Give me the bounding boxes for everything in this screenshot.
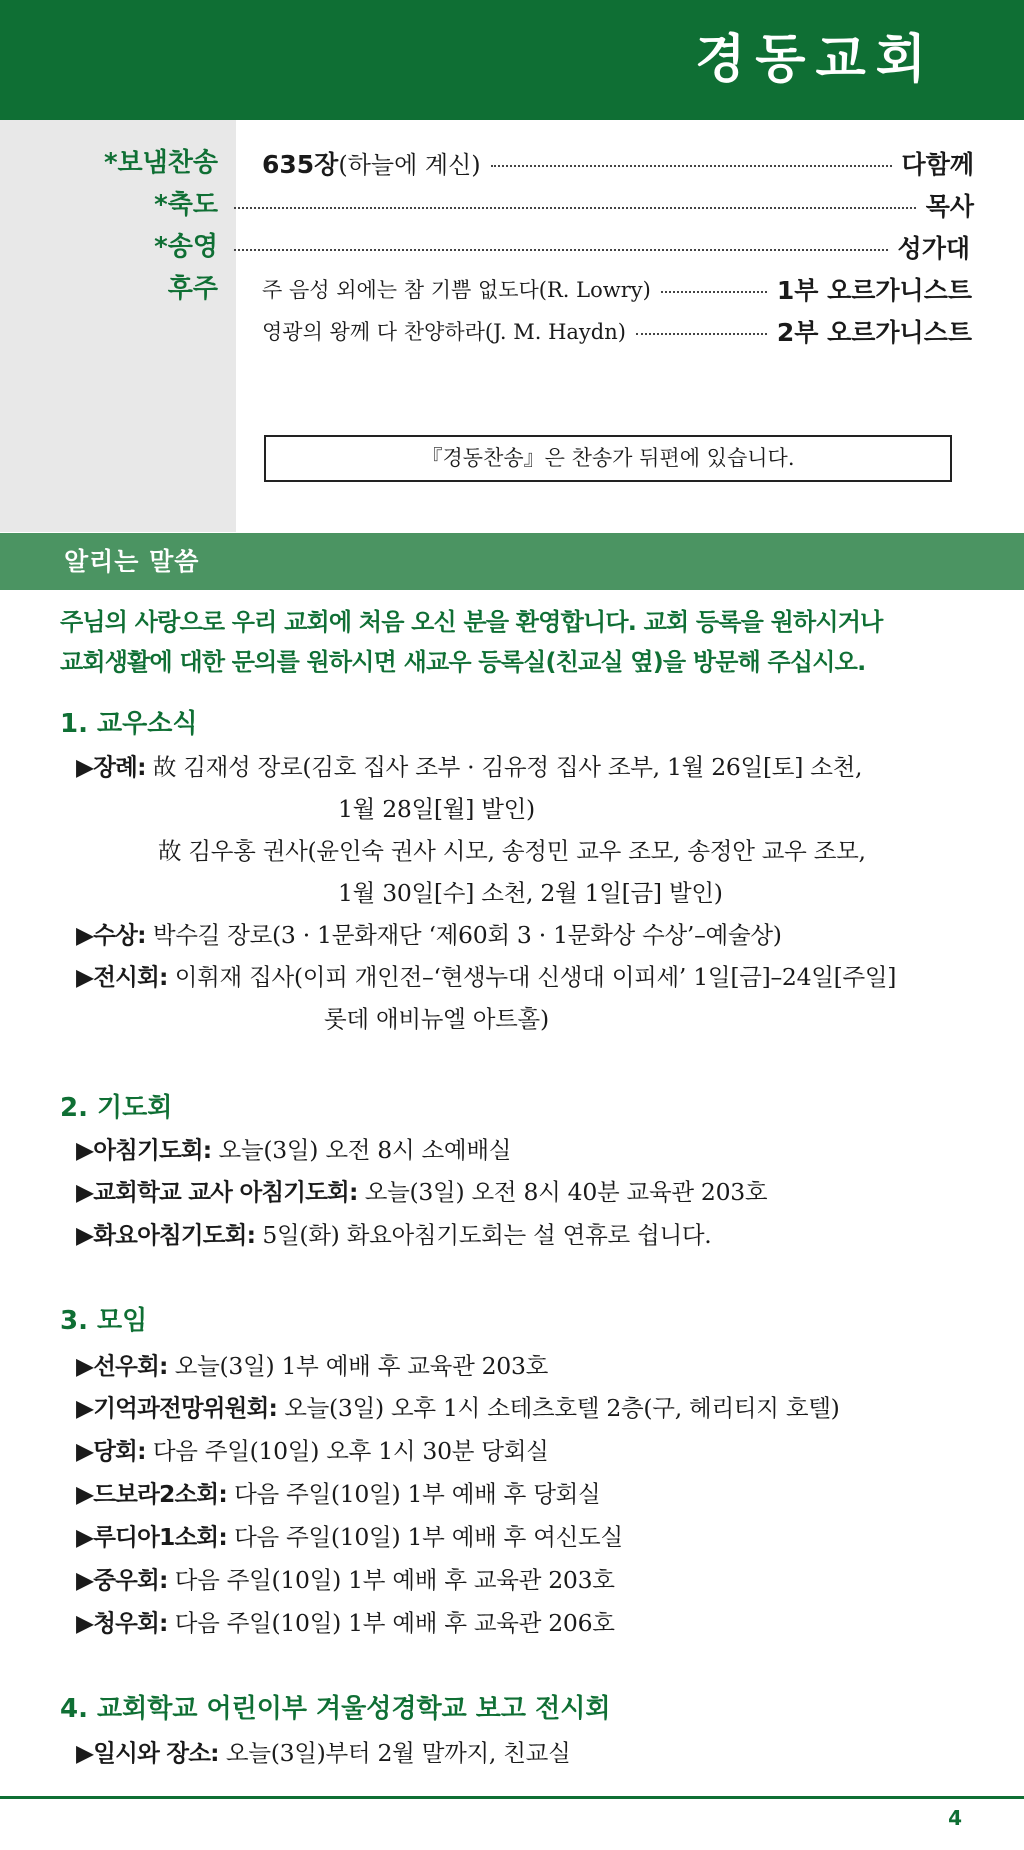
postlude-piece-1: 주 음성 외에는 참 기쁨 없도다(R. Lowry): [262, 278, 651, 302]
header-bar: [0, 0, 1024, 120]
order-role: 다함께: [901, 150, 974, 179]
item-label: ▶선우회:: [76, 1352, 168, 1380]
item-label: ▶루디아1소회:: [76, 1523, 227, 1551]
list-item: [76, 958, 896, 992]
item-text: 오늘(3일) 오전 8시 소예배실: [211, 1136, 512, 1164]
list-item: [76, 1432, 549, 1466]
item-text: 오늘(3일) 1부 예배 후 교육관 203호: [167, 1352, 549, 1380]
item-continuation: 롯데 애비뉴엘 아트홀): [324, 1005, 549, 1033]
list-item: [76, 1173, 767, 1207]
order-label: 후주: [167, 274, 218, 304]
item-text: 박수길 장로(3 · 1문화재단 ‘제60회 3 · 1문화상 수상’–예술상): [145, 921, 782, 949]
item-text: 이휘재 집사(이피 개인전–‘현생누대 신생대 이피세’ 1일[금]–24일[주일]: [167, 963, 897, 991]
order-label: *송영: [154, 232, 218, 262]
order-row-sending-hymn: [0, 143, 1024, 183]
item-text: 5일(화) 화요아침기도회는 설 연휴로 쉽니다.: [255, 1221, 712, 1249]
postlude-piece-2: 영광의 왕께 다 찬양하라(J. M. Haydn): [262, 320, 626, 344]
item-continuation: 1월 28일[월] 발인): [338, 795, 535, 823]
leader-dots: [636, 332, 767, 335]
item-label: ▶아침기도회:: [76, 1136, 212, 1164]
item-label: ▶드보라2소회:: [76, 1480, 227, 1508]
leader-dots: [661, 290, 767, 293]
item-label: ▶기억과전망위원회:: [76, 1394, 278, 1422]
section-title: 4. 교회학교 어린이부 겨울성경학교 보고 전시회: [60, 1694, 611, 1724]
welcome-line-1: 주님의 사랑으로 우리 교회에 처음 오신 분을 환영합니다. 교회 등록을 원하시거나: [60, 608, 883, 636]
order-role: 성가대: [897, 234, 970, 263]
item-text: 다음 주일(10일) 1부 예배 후 교육관 203호: [167, 1566, 615, 1594]
hymn-number: 635장: [262, 150, 339, 179]
hymn-title: (하늘에 계신): [338, 151, 481, 179]
item-label: ▶교회학교 교사 아침기도회:: [76, 1178, 358, 1206]
item-text: 다음 주일(10일) 1부 예배 후 여신도실: [226, 1523, 623, 1551]
item-label: ▶수상:: [76, 921, 146, 949]
leader-dots: [234, 248, 888, 251]
notice-title: 알리는 말씀: [64, 547, 200, 576]
list-item: [76, 1604, 615, 1638]
order-role: 2부 오르가니스트: [776, 318, 972, 347]
order-row-postlude-2: [0, 311, 1024, 351]
item-text: 故 김재성 장로(김호 집사 조부 · 김유정 집사 조부, 1월 26일[토] 소천,: [145, 753, 863, 781]
item-text: 오늘(3일) 오전 8시 40분 교육관 203호: [357, 1178, 768, 1206]
item-text: 故 김우홍 권사(윤인숙 권사 시모, 송정민 교우 조모, 송정안 교우 조모,: [158, 837, 866, 865]
notice-header-bar: [0, 533, 1024, 590]
list-item: [76, 748, 862, 782]
list-item: [76, 1734, 570, 1768]
list-item: [76, 1561, 615, 1595]
order-label: *축도: [154, 190, 218, 220]
list-item: [76, 1347, 548, 1381]
item-label: ▶일시와 장소:: [76, 1739, 219, 1767]
order-row-doxology: [0, 227, 1024, 267]
order-label: *보냄찬송: [103, 148, 218, 178]
item-text: 다음 주일(10일) 1부 예배 후 교육관 206호: [167, 1609, 615, 1637]
section-title: 3. 모임: [60, 1306, 148, 1336]
section-title: 1. 교우소식: [60, 709, 198, 739]
order-row-benediction: [0, 185, 1024, 225]
item-continuation: 1월 30일[수] 소천, 2월 1일[금] 발인): [338, 879, 723, 907]
hymnal-note: 『경동찬송』은 찬송가 뒤편에 있습니다.: [264, 435, 952, 482]
list-item: [76, 1389, 839, 1423]
page-number: 4: [948, 1806, 962, 1830]
list-item: [76, 1518, 623, 1552]
item-text: 다음 주일(10일) 1부 예배 후 당회실: [226, 1480, 601, 1508]
welcome-line-2: 교회생활에 대한 문의를 원하시면 새교우 등록실(친교실 옆)을 방문해 주십시오.: [60, 648, 866, 676]
item-label: ▶당회:: [76, 1437, 146, 1465]
list-item: [76, 916, 782, 950]
leader-dots: [491, 164, 892, 167]
list-item: [76, 1216, 711, 1250]
item-label: ▶장례:: [76, 753, 146, 781]
order-row-postlude: [0, 269, 1024, 309]
item-label: ▶중우회:: [76, 1566, 168, 1594]
list-item: [76, 1475, 600, 1509]
item-label: ▶전시회:: [76, 963, 168, 991]
leader-dots: [234, 206, 916, 209]
item-text: 오늘(3일) 오후 1시 소테츠호텔 2층(구, 헤리티지 호텔): [277, 1394, 840, 1422]
footer-rule: [0, 1796, 1024, 1799]
church-logo: 경동교회: [695, 30, 936, 90]
item-label: ▶청우회:: [76, 1609, 168, 1637]
item-label: ▶화요아침기도회:: [76, 1221, 256, 1249]
section-title: 2. 기도회: [60, 1093, 173, 1123]
list-item: [76, 1131, 511, 1165]
order-role: 목사: [925, 192, 974, 221]
item-text: 다음 주일(10일) 오후 1시 30분 당회실: [145, 1437, 549, 1465]
order-role: 1부 오르가니스트: [776, 276, 972, 305]
item-text: 오늘(3일)부터 2월 말까지, 친교실: [218, 1739, 571, 1767]
